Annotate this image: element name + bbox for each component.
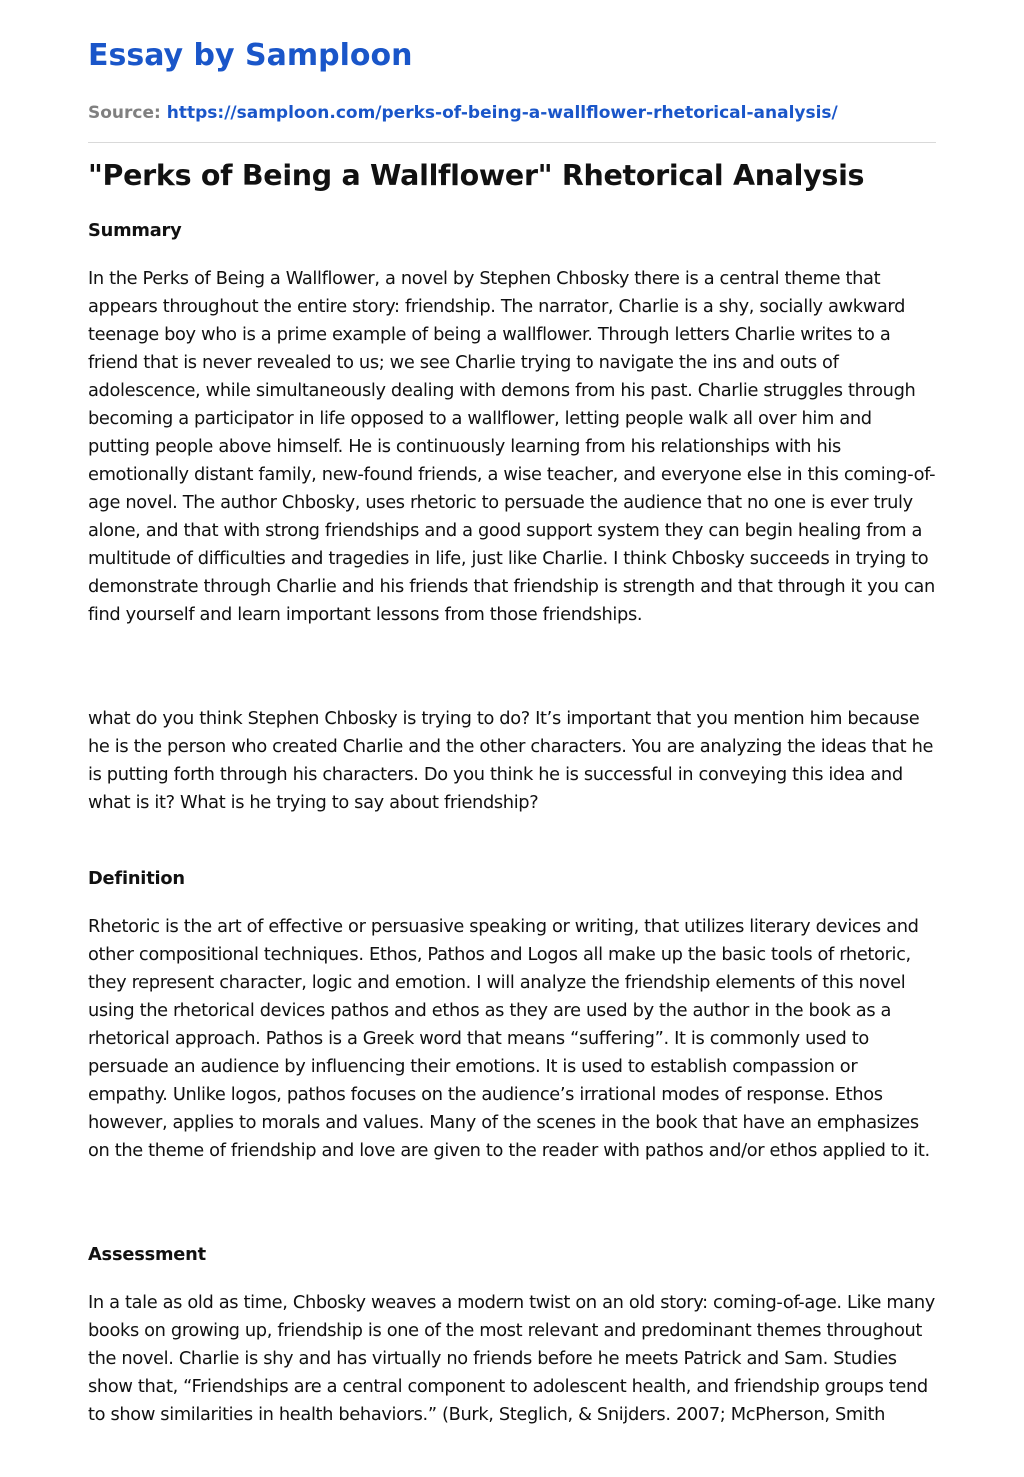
source-line: [88, 102, 838, 124]
header-divider: [88, 142, 936, 143]
section-heading-summary: Summary: [88, 220, 182, 241]
site-brand[interactable]: Essay by Samploon: [88, 38, 413, 73]
assessment-paragraph-1: In a tale as old as time, Chbosky weaves a modern twist on an old story: coming-of-age. Like many books on growing up, friendship is one of the most relevant and predominant themes throughout the novel. Charlie is shy and has virtually no friends before he meets Patrick and Sam. Studies show that, “Friendships are a central component to adolescent health, and friendship groups tend to show similarities in health behaviors.” (Burk, Steglich, & Snijders. 2007; McPherson, Smith: [88, 1292, 935, 1425]
section-heading-assessment: Assessment: [88, 1244, 206, 1265]
source-label: Source:: [88, 103, 161, 123]
summary-paragraph-2: what do you think Stephen Chbosky is trying to do? It’s important that you mention him because he is the person who created Charlie and the other characters. You are analyzing the ideas that he is putting forth through his characters. Do you think he is successful in conveying this idea and what is it? What is he trying to say about friendship?: [88, 708, 934, 813]
section-heading-definition: Definition: [88, 868, 185, 889]
source-link[interactable]: https://samploon.com/perks-of-being-a-wallflower-rhetorical-analysis/: [166, 103, 838, 123]
essay-title: "Perks of Being a Wallflower" Rhetorical Analysis: [88, 159, 865, 192]
definition-paragraph-1: Rhetoric is the art of effective or persuasive speaking or writing, that utilizes literary devices and other compositional techniques. Ethos, Pathos and Logos all make up the basic tools of rhetoric, they represent character, logic and emotion. I will analyze the friendship elements of this novel using the rhetorical devices pathos and ethos as they are used by the author in the book as a rhetorical approach. Pathos is a Greek word that means “suffering”. It is commonly used to persuade an audience by influencing their emotions. It is used to establish compassion or empathy. Unlike logos, pathos focuses on the audience’s irrational modes of response. Ethos however, applies to morals and values. Many of the scenes in the book that have an emphasizes on the theme of friendship and love are given to the reader with pathos and/or ethos applied to it.: [88, 916, 930, 1161]
summary-paragraph-1: In the Perks of Being a Wallflower, a novel by Stephen Chbosky there is a central theme that appears throughout the entire story: friendship. The narrator, Charlie is a shy, socially awkward teenage boy who is a prime example of being a wallflower. Through letters Charlie writes to a friend that is never revealed to us; we see Charlie trying to navigate the ins and outs of adolescence, while simultaneously dealing with demons from his past. Charlie struggles through becoming a participator in life opposed to a wallflower, letting people walk all over him and putting people above himself. He is continuously learning from his relationships with his emotionally distant family, new-found friends, a wise teacher, and everyone else in this coming-of-age novel. The author Chbosky, uses rhetoric to persuade the audience that no one is ever truly alone, and that with strong friendships and a good support system they can begin healing from a multitude of difficulties and tragedies in life, just like Charlie. I think Chbosky succeeds in trying to demonstrate through Charlie and his friends that friendship is strength and that through it you can find yourself and learn important lessons from those friendships.: [88, 268, 936, 625]
